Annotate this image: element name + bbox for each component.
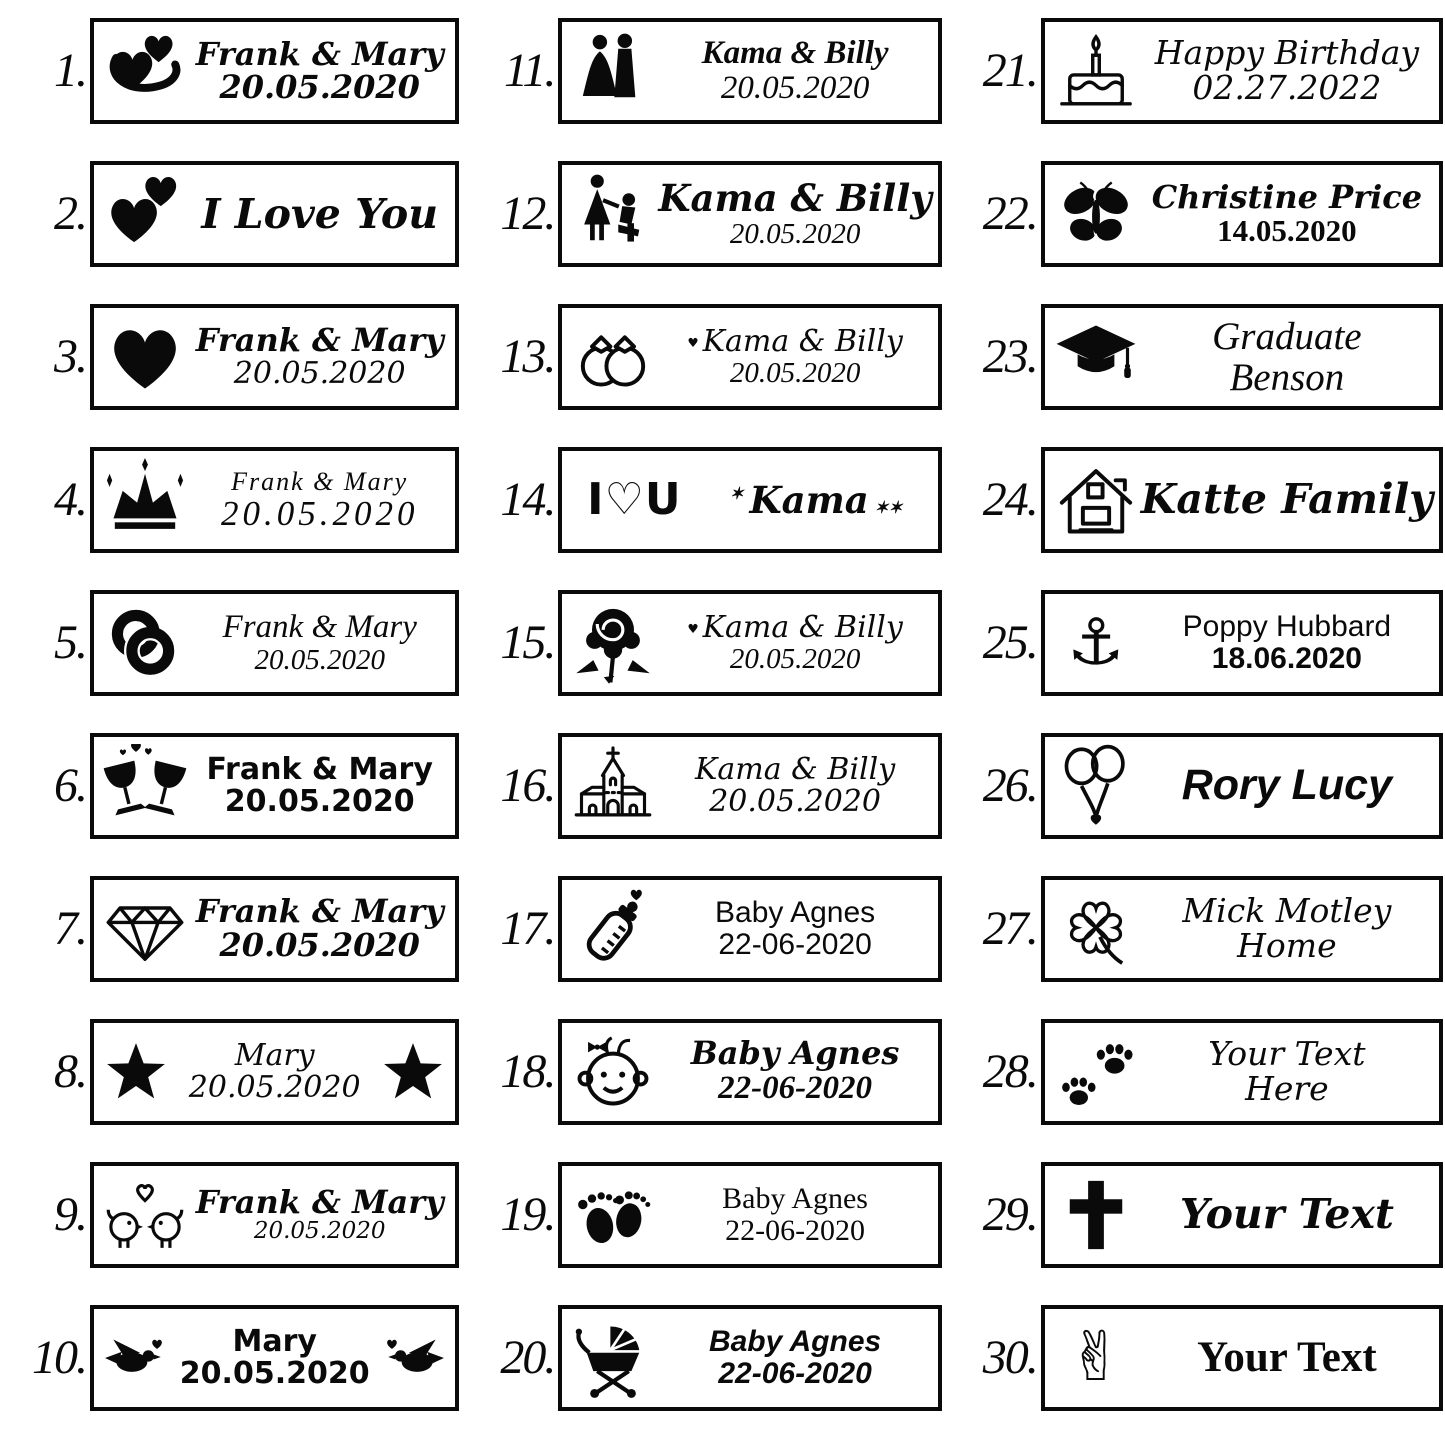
design-line: ♥ Kama & Billy [658,326,931,358]
design-line: Happy Birthday [1154,33,1420,73]
design-text [1141,1033,1433,1108]
design-box [90,1162,459,1268]
design-box [558,447,941,553]
design-number: 7. [54,901,86,955]
design-number: 21. [982,44,1037,98]
design-box [1041,1162,1443,1268]
design-number: 17. [500,901,555,955]
design-box [90,304,459,410]
two-hearts-icon [100,172,190,256]
design-text [190,468,449,533]
design-option-30 [951,1286,1445,1429]
cake-icon [1051,29,1141,113]
design-text [1141,177,1433,248]
design-number: 29. [982,1187,1037,1241]
design-text [700,477,931,522]
design-line: Frank & Mary [195,1182,444,1221]
design-text [190,754,449,818]
design-text [658,1183,931,1247]
design-box [558,876,941,982]
design-line: 02.27.2022 [1192,68,1382,108]
design-number: 13. [500,330,555,384]
design-option-23 [951,286,1445,429]
design-option-24 [951,429,1445,572]
design-option-11 [468,0,950,143]
design-box [558,1019,941,1125]
design-line: 20.05.2020 [233,356,406,392]
design-box [1041,447,1443,553]
dove-left-icon [100,1325,172,1391]
design-box [558,304,941,410]
design-line: Your Text [1208,1033,1366,1073]
design-line: 20.05.2020 [729,217,861,250]
design-option-26 [951,714,1445,857]
clover-icon [1051,887,1141,971]
design-box [558,18,941,124]
design-box [90,876,459,982]
star-icon [377,1039,449,1105]
design-box [1041,304,1443,410]
design-text [1140,475,1433,524]
design-option-14 [468,429,950,572]
design-number: 8. [54,1044,86,1098]
design-line: I Love You [201,189,439,238]
design-line: ✶ Kama ✶✶ [700,481,931,520]
cross-icon [1051,1173,1141,1257]
design-line: Frank & Mary [195,321,444,360]
design-option-9 [0,1143,468,1286]
design-number: 19. [500,1187,555,1241]
design-number: 1. [54,44,86,98]
design-line: Rory Lucy [1181,761,1393,810]
design-number: 12. [500,187,555,241]
design-option-21 [951,0,1445,143]
heart-icon [100,315,190,399]
design-text [172,1037,377,1105]
design-line: Frank & Mary [195,891,444,930]
design-line: Frank & Mary [231,466,409,496]
pram-icon [568,1316,658,1400]
design-number: 28. [982,1044,1037,1098]
design-line: Home [1237,925,1337,965]
design-option-29 [951,1143,1445,1286]
design-option-27 [951,857,1445,1000]
design-box [90,447,459,553]
design-line: Poppy Hubbard [1182,610,1392,644]
design-number: 3. [54,330,86,384]
design-number: 26. [982,758,1037,812]
design-text [1141,611,1433,675]
anchor-icon [1051,606,1141,681]
design-box [1041,1019,1443,1125]
design-number: 15. [500,616,555,670]
design-line: 22-06-2020 [718,1070,873,1107]
rings-solid-icon [100,601,190,685]
design-box [90,590,459,696]
balloons-icon [1051,744,1141,828]
design-option-13 [468,286,950,429]
design-line: Graduate [1212,314,1362,358]
design-option-8 [0,1000,468,1143]
peace-hand-glyph: ✌ [1067,1317,1125,1397]
butterfly-icon [1051,172,1141,256]
design-text [190,1182,449,1245]
design-option-15 [468,572,950,715]
design-box [90,1019,459,1125]
design-line: 20.05.2020 [219,68,420,107]
design-option-20 [468,1286,950,1429]
i-heart-u-icon [568,474,700,526]
design-line: Christine Price [1151,177,1423,216]
i-heart-u-glyph: I♡U [587,474,682,526]
design-number: 18. [500,1044,555,1098]
design-text [658,754,931,818]
design-line: Kama & Billy [701,35,889,72]
design-text [1141,890,1433,965]
rings-outline-icon [568,315,658,399]
design-box [90,18,459,124]
design-text [1141,1335,1433,1381]
design-box [90,733,459,839]
design-line: Baby Agnes [690,1034,900,1073]
design-line: Kama & Billy [658,176,932,221]
rose-icon [568,601,658,685]
design-line: 20.05.2020 [729,642,861,675]
design-line: Frank & Mary [222,609,417,646]
design-option-10 [0,1286,468,1429]
design-line: 22-06-2020 [718,927,872,961]
design-line: Your Text [1179,1189,1394,1238]
design-text [172,1323,377,1391]
design-text [658,1326,931,1390]
design-text [190,34,449,107]
dove-right-icon [377,1325,449,1391]
design-option-19 [468,1143,950,1286]
design-line: Mary [232,1323,317,1359]
design-text [658,176,932,250]
anchor-glyph: ⚓ [1067,606,1125,681]
design-box [558,1162,941,1268]
design-line: 20.05.2020 [709,783,881,819]
design-number: 23. [982,330,1037,384]
design-box [1041,876,1443,982]
design-text [190,189,449,238]
proposal-icon [568,172,658,256]
design-box [1041,161,1443,267]
design-box [1041,1305,1443,1411]
baby-face-icon [568,1030,658,1114]
wine-glasses-icon [100,744,190,828]
design-number: 10. [32,1330,86,1384]
design-box [1041,590,1443,696]
design-text [658,1034,931,1107]
design-box [1041,733,1443,839]
peace-hand-icon [1051,1317,1141,1397]
design-number: 27. [982,901,1037,955]
design-line: Baby Agnes [715,896,876,930]
design-box [558,161,941,267]
design-line: 20.05.2020 [720,70,870,107]
design-number: 30. [982,1330,1037,1384]
church-icon [568,744,658,828]
design-text [1141,316,1433,399]
baby-feet-icon [568,1173,658,1257]
design-text [1141,1189,1433,1238]
design-option-17 [468,857,950,1000]
design-text [658,897,931,961]
design-line: ♥ Kama & Billy [658,612,931,644]
design-option-16 [468,714,950,857]
design-text [658,323,931,389]
design-number: 6. [54,758,86,812]
design-line: 22-06-2020 [718,1356,872,1390]
design-line: 20.05.2020 [224,783,415,819]
design-line: 20.05.2020 [179,1355,370,1391]
design-box [90,161,459,267]
design-line: Baby Agnes [722,1181,868,1215]
design-line: Mary [234,1037,315,1073]
design-option-12 [468,143,950,286]
design-line: 20.05.2020 [188,1069,361,1105]
design-box [1041,18,1443,124]
design-line: Kama & Billy [694,752,896,788]
paw-prints-icon [1051,1030,1141,1114]
design-number: 11. [503,44,555,98]
design-number: 14. [500,473,555,527]
design-line: Mick Motley [1182,890,1392,930]
star-icon [100,1039,172,1105]
design-box [558,590,941,696]
design-text [190,891,449,964]
design-text [1141,763,1433,809]
design-line: 18.06.2020 [1211,642,1362,676]
wedding-couple-icon [568,29,658,113]
design-box [558,733,941,839]
design-line: 20.05.2020 [220,494,419,534]
design-option-3 [0,286,468,429]
design-text [190,321,449,392]
design-text [658,609,931,675]
design-option-4 [0,429,468,572]
design-line: 20.05.2020 [219,925,420,964]
design-option-6 [0,714,468,857]
grad-cap-icon [1051,315,1141,399]
diamond-icon [100,887,190,971]
design-line: Baby Agnes [708,1324,882,1358]
design-line: 20.05.2020 [253,1218,386,1245]
design-number: 2. [54,187,86,241]
love-birds-icon [100,1173,190,1257]
design-box [90,1305,459,1411]
design-option-22 [951,143,1445,286]
design-line: 20.05.2020 [729,356,861,389]
design-number: 22. [982,187,1037,241]
design-line: Katte Family [1140,475,1433,524]
design-line: Your Text [1197,1333,1377,1381]
design-line: Here [1245,1068,1329,1108]
design-option-28 [951,1000,1445,1143]
design-line: Benson [1229,356,1345,400]
design-number: 5. [54,616,86,670]
design-line: 22-06-2020 [725,1213,866,1247]
design-line: 20.05.2020 [254,644,385,677]
design-option-1 [0,0,468,143]
design-option-25 [951,572,1445,715]
design-number: 16. [500,758,555,812]
design-option-18 [468,1000,950,1143]
design-text [1141,33,1433,108]
design-number: 25. [982,616,1037,670]
design-line: 14.05.2020 [1217,212,1357,248]
design-box [558,1305,941,1411]
baby-bottle-icon [568,887,658,971]
design-number: 20. [500,1330,555,1384]
design-text [658,36,931,106]
design-option-7 [0,857,468,1000]
two-hearts-swirl-icon [100,29,190,113]
design-number: 24. [982,473,1037,527]
crown-icon [100,458,190,542]
design-number: 4. [54,473,86,527]
design-option-5 [0,572,468,715]
design-option-2 [0,143,468,286]
house-icon [1051,458,1141,542]
design-line: Frank & Mary [195,34,444,73]
design-line: Frank & Mary [206,752,433,788]
design-number: 9. [54,1187,86,1241]
design-text [190,610,449,676]
